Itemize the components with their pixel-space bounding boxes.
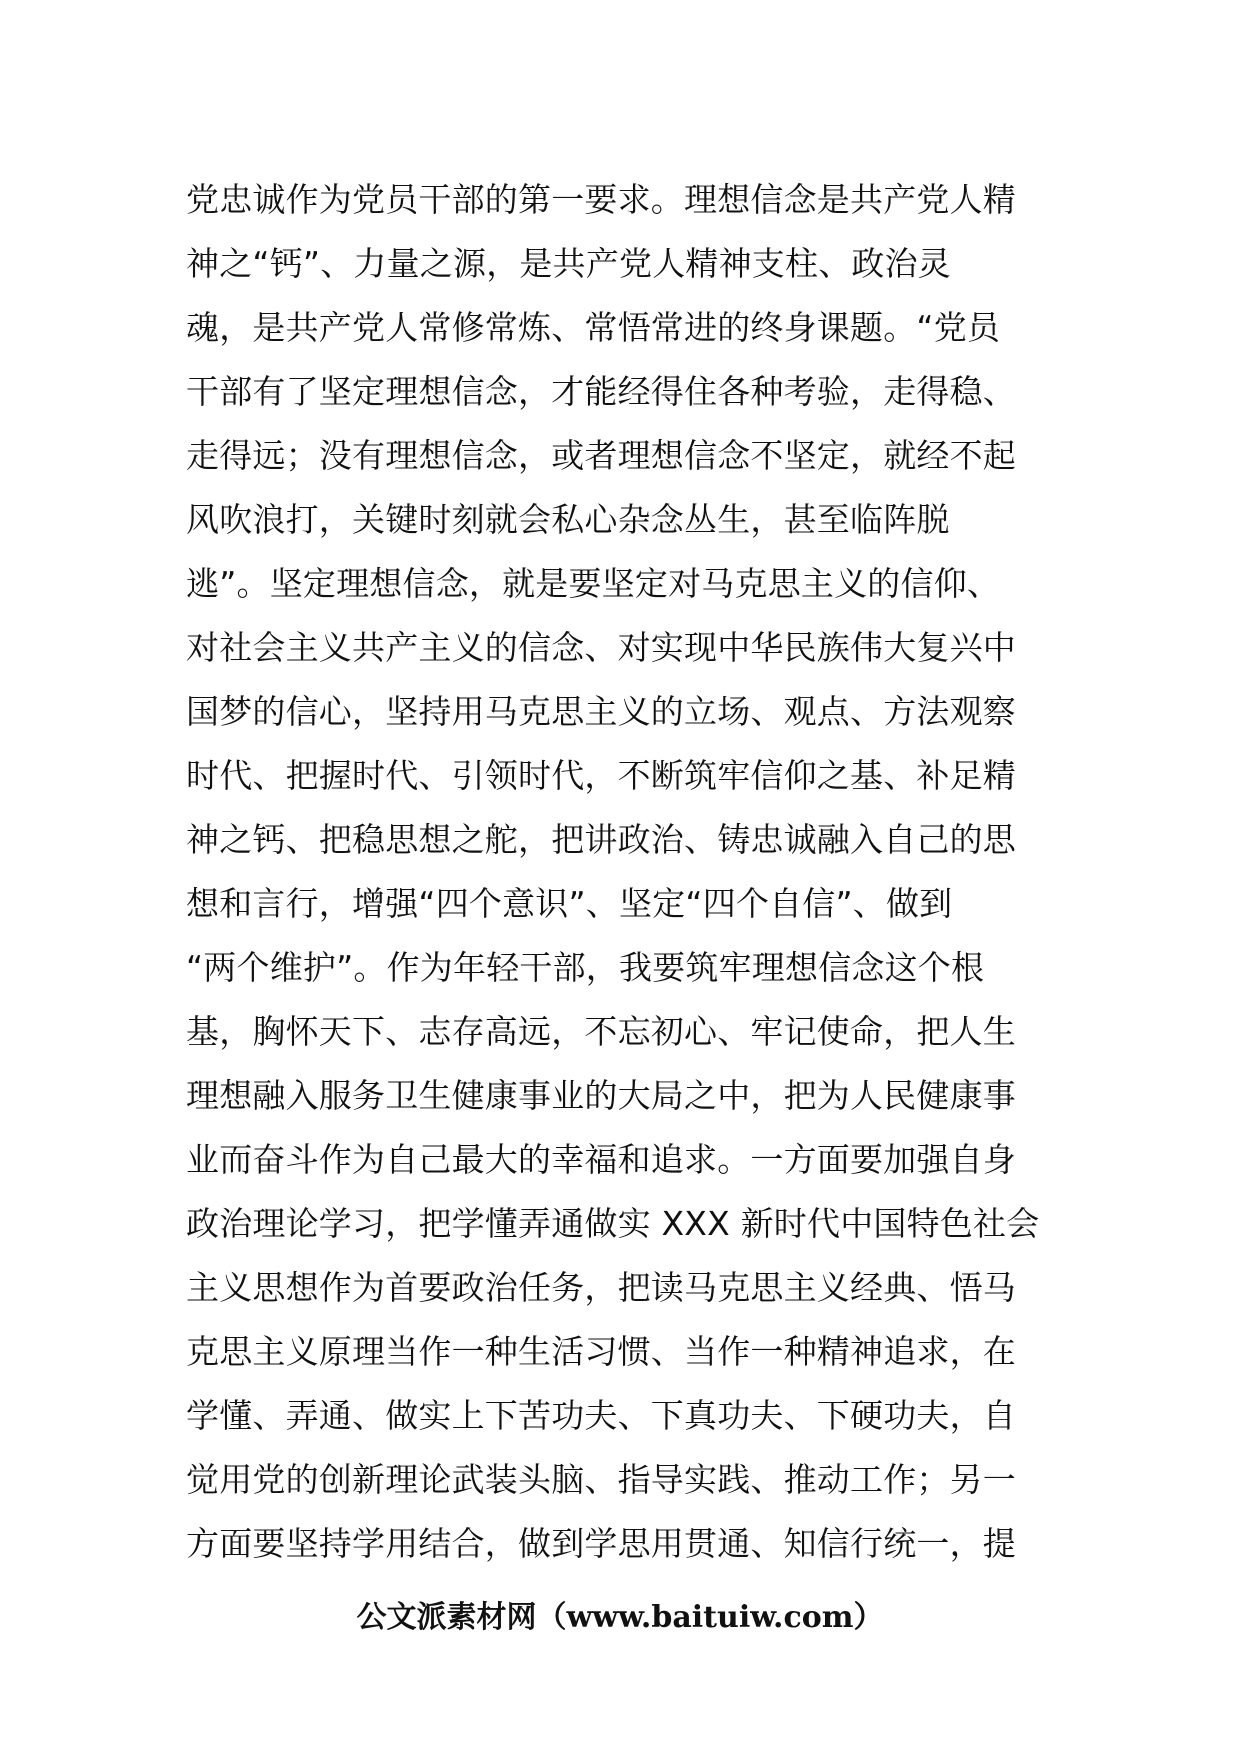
text-line: 逃”。坚定理想信念，就是要坚定对马克思主义的信仰、: [186, 564, 1001, 603]
text-line: 对社会主义共产主义的信念、对实现中华民族伟大复兴中: [186, 628, 1016, 667]
text-line: 政治理论学习，把学懂弄通做实 XXX 新时代中国特色社会: [186, 1204, 1040, 1243]
text-line: 理想融入服务卫生健康事业的大局之中，把为人民健康事: [186, 1076, 1016, 1115]
text-line: 觉用党的创新理论武装头脑、指导实践、推动工作；另一: [186, 1460, 1016, 1499]
text-line: 神之钙、把稳思想之舵，把讲政治、铸忠诚融入自己的思: [186, 820, 1016, 859]
text-line: “两个维护”。作为年轻干部，我要筑牢理想信念这个根: [186, 948, 985, 987]
text-line: 业而奋斗作为自己最大的幸福和追求。一方面要加强自身: [186, 1140, 1016, 1179]
text-line: 魂，是共产党人常修常炼、常悟常进的终身课题。“党员: [186, 308, 1001, 347]
text-line: 克思主义原理当作一种生活习惯、当作一种精神追求，在: [186, 1332, 1016, 1371]
footer-watermark: 公文派素材网（www.baituiw.com）: [356, 1600, 884, 1635]
text-line: 学懂、弄通、做实上下苦功夫、下真功夫、下硬功夫，自: [186, 1396, 1016, 1435]
text-line: 主义思想作为首要政治任务，把读马克思主义经典、悟马: [186, 1268, 1016, 1307]
text-line: 走得远；没有理想信念，或者理想信念不坚定，就经不起: [186, 436, 1016, 475]
text-line: 干部有了坚定理想信念，才能经得住各种考验，走得稳、: [186, 372, 1016, 411]
text-line: 方面要坚持学用结合，做到学思用贯通、知信行统一，提: [186, 1524, 1016, 1563]
text-line: 神之“钙”、力量之源，是共产党人精神支柱、政治灵: [186, 244, 951, 283]
text-line: 风吹浪打，关键时刻就会私心杂念丛生，甚至临阵脱: [186, 500, 950, 539]
body-paragraph: [186, 168, 1066, 1576]
text-line: 想和言行，增强“四个意识”、坚定“四个自信”、做到: [186, 884, 953, 923]
text-line: 基，胸怀天下、志存高远，不忘初心、牢记使命，把人生: [186, 1012, 1016, 1051]
text-line: 国梦的信心，坚持用马克思主义的立场、观点、方法观察: [186, 692, 1016, 731]
text-line: 党忠诚作为党员干部的第一要求。理想信念是共产党人精: [186, 180, 1016, 219]
text-line: 时代、把握时代、引领时代，不断筑牢信仰之基、补足精: [186, 756, 1016, 795]
